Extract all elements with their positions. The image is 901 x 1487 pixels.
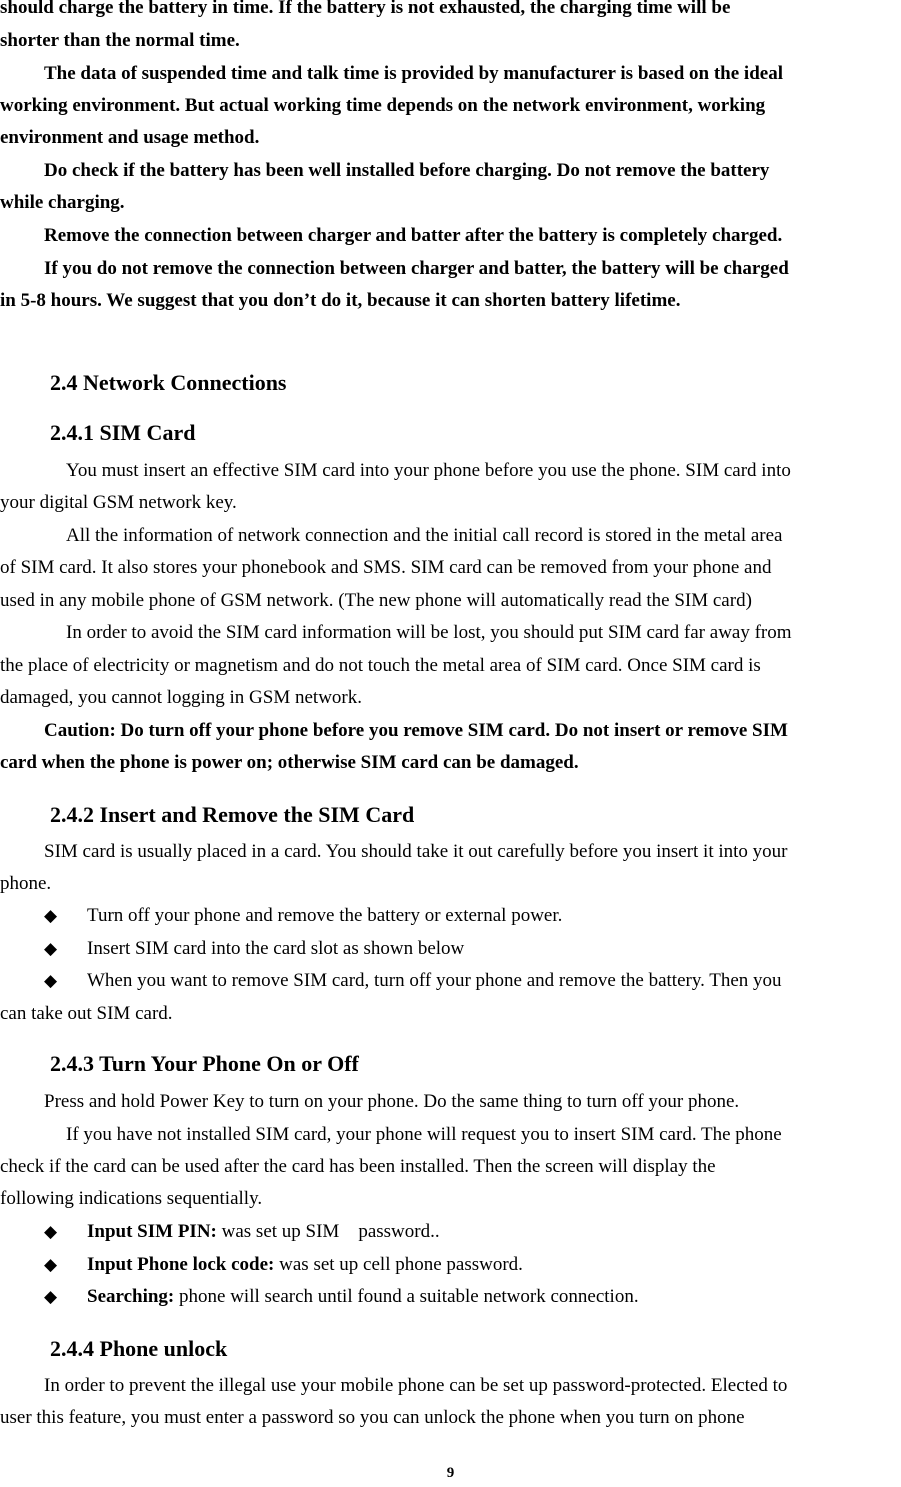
s241-caution-line1: Caution: Do turn off your phone before you remove SIM card. Do not insert or remove SIM <box>44 720 788 741</box>
s243-bullet-3-label: Searching: <box>87 1286 175 1307</box>
s242-bullet-1-text: Turn off your phone and remove the battery or external power. <box>87 905 563 926</box>
intro-p2-line3: environment and usage method. <box>0 127 260 148</box>
s241-p2-line1: All the information of network connection and the initial call record is stored in the metal area <box>66 525 783 546</box>
diamond-bullet-icon: ◆ <box>44 939 58 958</box>
diamond-bullet-icon: ◆ <box>44 971 58 990</box>
intro-p1-line2: shorter than the normal time. <box>0 30 240 51</box>
section-2-4-heading: 2.4 Network Connections <box>50 370 287 395</box>
intro-p5-line2: in 5-8 hours. We suggest that you don’t do it, because it can shorten battery lifetime. <box>0 290 681 311</box>
s244-p1-line2: user this feature, you must enter a password so you can unlock the phone when you turn on phone <box>0 1407 745 1428</box>
s243-bullet-2-label: Input Phone lock code: <box>87 1254 275 1275</box>
s243-bullet-1-text <box>87 1219 440 1245</box>
intro-p3-line2: while charging. <box>0 192 125 213</box>
intro-p2-line2: working environment. But actual working time depends on the network environment, working <box>0 95 766 116</box>
s243-bullet-1-label: Input SIM PIN: <box>87 1221 217 1242</box>
intro-p2-line1: The data of suspended time and talk time is provided by manufacturer is based on the ideal <box>44 63 783 84</box>
diamond-bullet-icon: ◆ <box>44 1222 58 1241</box>
intro-p4-line1: Remove the connection between charger and batter after the battery is completely charged. <box>44 225 783 246</box>
s241-p3-line3: damaged, you cannot logging in GSM network. <box>0 687 363 708</box>
s243-p1-line1: Press and hold Power Key to turn on your phone. Do the same thing to turn off your phone. <box>44 1091 740 1112</box>
page-number: 9 <box>446 1465 455 1481</box>
diamond-bullet-icon: ◆ <box>44 1255 58 1274</box>
s243-bullet-3-desc: phone will search until found a suitable network connection. <box>174 1286 639 1307</box>
s242-bullet-3-continuation: can take out SIM card. <box>0 1003 173 1024</box>
s242-bullet-3-text: When you want to remove SIM card, turn off your phone and remove the battery. Then you <box>87 970 782 991</box>
s243-bullet-3-text <box>87 1284 639 1310</box>
intro-p5-line1: If you do not remove the connection between charger and batter, the battery will be charged <box>44 258 789 279</box>
s243-p2-line1: If you have not installed SIM card, your phone will request you to insert SIM card. The phone <box>66 1124 782 1145</box>
diamond-bullet-icon: ◆ <box>44 1287 58 1306</box>
s243-bullet-1-desc: was set up SIM password.. <box>216 1221 440 1242</box>
s241-p2-line2: of SIM card. It also stores your phonebook and SMS. SIM card can be removed from your phone and <box>0 557 772 578</box>
s241-p3-line1: In order to avoid the SIM card information will be lost, you should put SIM card far away from <box>66 622 792 643</box>
section-2-4-1-heading: 2.4.1 SIM Card <box>50 420 196 445</box>
s243-bullet-2-desc: was set up cell phone password. <box>274 1254 523 1275</box>
s243-p2-line2: check if the card can be used after the card has been installed. Then the screen will display the <box>0 1156 716 1177</box>
s242-p1-line2: phone. <box>0 873 52 894</box>
s242-p1-line1: SIM card is usually placed in a card. You should take it out carefully before you insert it into your <box>44 841 788 862</box>
s241-p2-line3: used in any mobile phone of GSM network. (The new phone will automatically read the SIM card) <box>0 590 752 611</box>
section-2-4-3-heading: 2.4.3 Turn Your Phone On or Off <box>50 1051 359 1076</box>
diamond-bullet-icon: ◆ <box>44 906 58 925</box>
section-2-4-4-heading: 2.4.4 Phone unlock <box>50 1336 228 1361</box>
s241-p1-line2: your digital GSM network key. <box>0 492 237 513</box>
s243-bullet-2-text <box>87 1252 523 1278</box>
intro-p1-line1: should charge the battery in time. If the battery is not exhausted, the charging time will be <box>0 0 731 18</box>
s242-bullet-2-text: Insert SIM card into the card slot as shown below <box>87 938 465 959</box>
section-2-4-2-heading: 2.4.2 Insert and Remove the SIM Card <box>50 802 415 827</box>
s241-caution-line2: card when the phone is power on; otherwise SIM card can be damaged. <box>0 752 579 773</box>
intro-p3-line1: Do check if the battery has been well installed before charging. Do not remove the battery <box>44 160 770 181</box>
s243-p2-line3: following indications sequentially. <box>0 1188 263 1209</box>
s241-p1-line1: You must insert an effective SIM card into your phone before you use the phone. SIM card into <box>66 460 791 481</box>
s241-p3-line2: the place of electricity or magnetism and do not touch the metal area of SIM card. Once SIM card is <box>0 655 761 676</box>
s244-p1-line1: In order to prevent the illegal use your mobile phone can be set up password-protected. Elected to <box>44 1375 788 1396</box>
